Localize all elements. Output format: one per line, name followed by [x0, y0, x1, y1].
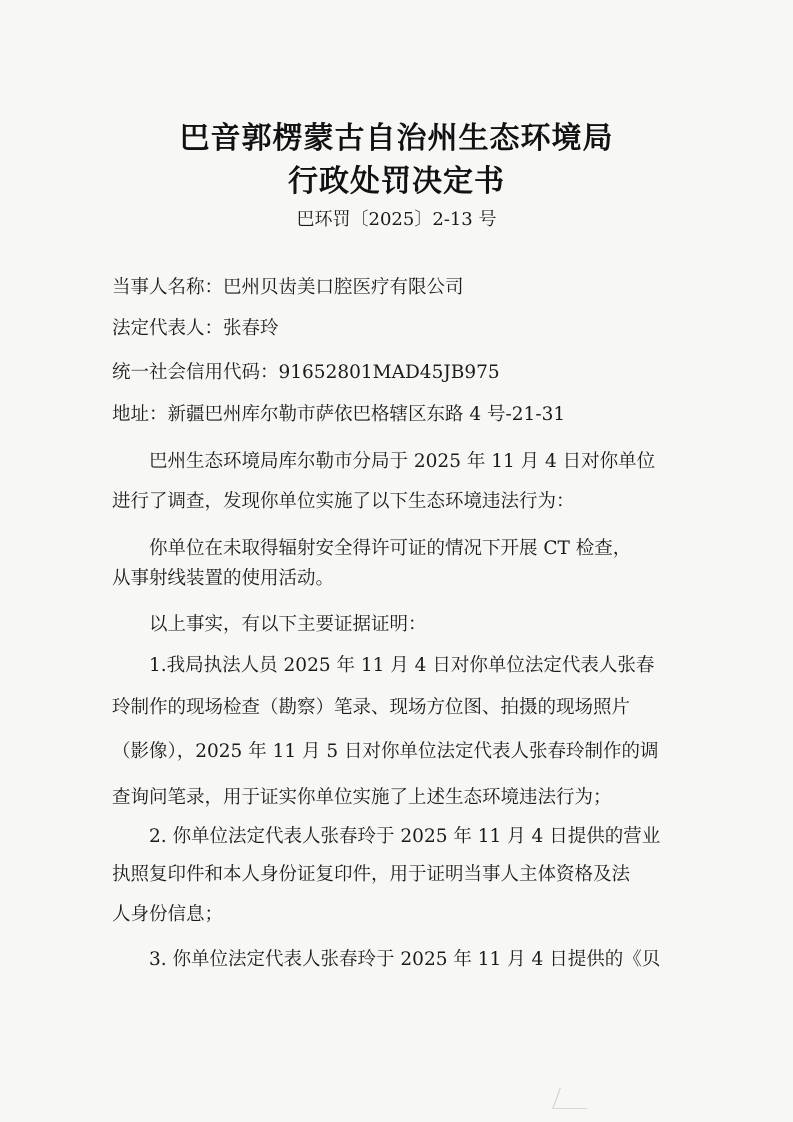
party-name-line: 当事人名称：巴州贝齿美口腔医疗有限公司	[112, 277, 464, 298]
document-number: 巴环罚〔2025〕2-13 号	[296, 209, 497, 230]
body-text-line: 3. 你单位法定代表人张春玲于 2025 年 11 月 4 日提供的《贝	[112, 949, 661, 970]
body-text-line: 玲制作的现场检查（勘察）笔录、现场方位图、拍摄的现场照片	[112, 697, 631, 718]
document-title-line2: 行政处罚决定书	[288, 164, 505, 199]
body-text-line: （影像），2025 年 11 月 5 日对你单位法定代表人张春玲制作的调	[112, 741, 659, 762]
body-text-line: 你单位在未取得辐射安全得许可证的情况下开展 CT 检查，	[112, 538, 632, 559]
page-corner-mark	[552, 1088, 595, 1109]
legal-representative-line: 法定代表人：张春玲	[112, 318, 279, 339]
body-text-line: 执照复印件和本人身份证复印件，用于证明当事人主体资格及法	[112, 864, 631, 885]
address-line: 地址：新疆巴州库尔勒市萨依巴格辖区东路 4 号-21-31	[112, 404, 566, 425]
body-text-line: 1.我局执法人员 2025 年 11 月 4 日对你单位法定代表人张春	[112, 655, 655, 676]
body-text-line: 进行了调查，发现你单位实施了以下生态环境违法行为：	[112, 491, 575, 512]
body-text-line: 人身份信息；	[112, 904, 224, 925]
body-text-line: 巴州生态环境局库尔勒市分局于 2025 年 11 月 4 日对你单位	[112, 451, 656, 472]
body-text-line: 查询问笔录，用于证实你单位实施了上述生态环境违法行为；	[112, 787, 612, 808]
document-title-line1: 巴音郭楞蒙古自治州生态环境局	[179, 121, 614, 156]
credit-code-line: 统一社会信用代码：91652801MAD45JB975	[112, 362, 500, 383]
body-text-line: 2. 你单位法定代表人张春玲于 2025 年 11 月 4 日提供的营业	[112, 826, 661, 847]
body-text-line: 以上事实，有以下主要证据证明：	[112, 614, 427, 635]
body-text-line: 从事射线装置的使用活动。	[112, 568, 335, 589]
